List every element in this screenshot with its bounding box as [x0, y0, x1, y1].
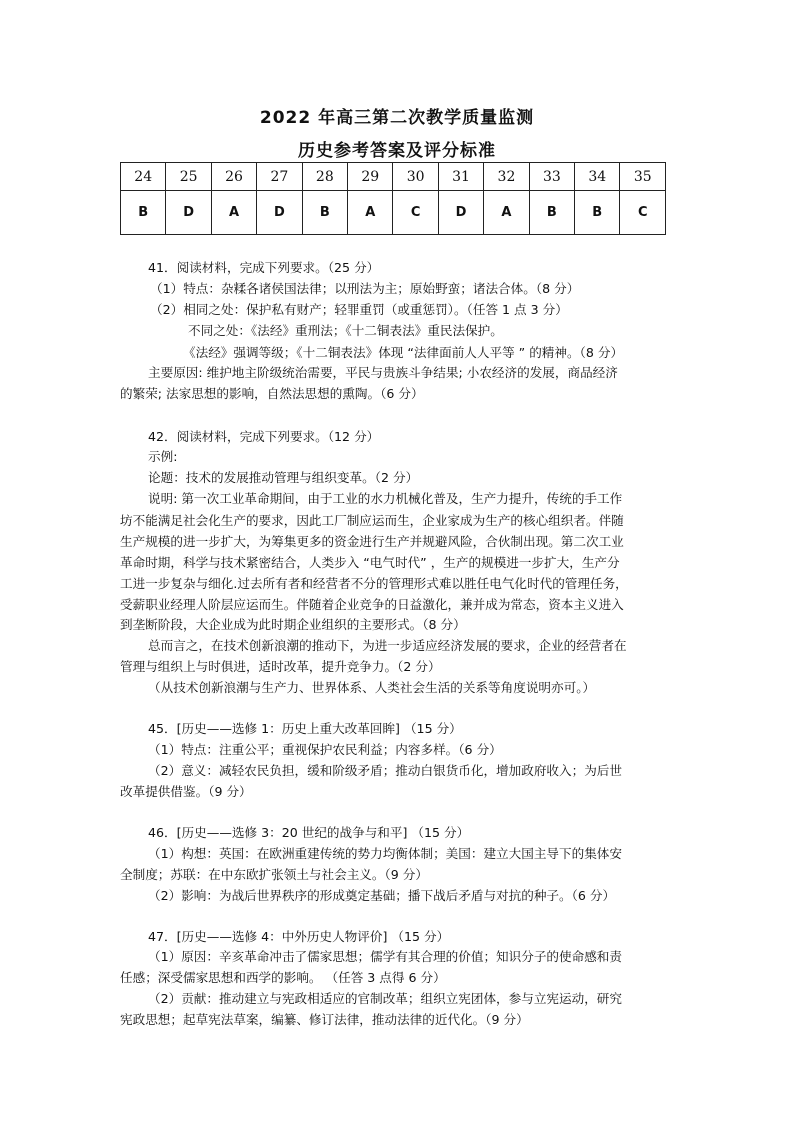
q46-line: （1）构想：英国：在欧洲重建传统的势力均衡体制；美国：建立大国主导下的集体安 [148, 846, 622, 861]
question-number: 31 [438, 163, 483, 191]
q45-line: （1）特点：注重公平；重视保护农民利益；内容多样。（6 分） [148, 742, 502, 757]
question-number: 24 [121, 163, 166, 191]
answer-letter-row [121, 191, 666, 235]
answer-letter: B [529, 191, 574, 235]
q46-heading: 46．[历史——选修 3：20 世纪的战争与和平] （15 分） [148, 825, 470, 840]
q47-line: 任感；深受儒家思想和西学的影响。 （任答 3 点得 6 分） [120, 970, 446, 985]
question-number: 25 [166, 163, 211, 191]
q42-line: 到垄断阶段，大企业成为此时期企业组织的主要形式。（8 分） [120, 617, 466, 632]
q42-line: 示例: [148, 449, 178, 464]
question-number-row [121, 163, 666, 191]
q42-line: 坊不能满足社会化生产的要求，因此工厂制应运而生，企业家成为生产的核心组织者。伴随 [120, 513, 624, 528]
answer-table [120, 162, 666, 235]
q47-line: （2）贡献：推动建立与宪政相适应的官制改革；组织立宪团体，参与立宪运动，研究 [148, 991, 622, 1006]
answer-letter: D [438, 191, 483, 235]
answer-letter: A [211, 191, 256, 235]
q42-line: 管理与组织上与时俱进，适时改革，提升竞争力。（2 分） [120, 659, 441, 674]
question-number: 29 [348, 163, 393, 191]
q42-heading: 42．阅读材料，完成下列要求。（12 分） [148, 429, 380, 444]
q46-line: 全制度；苏联：在中东欧扩张领土与社会主义。（9 分） [120, 867, 428, 882]
answer-letter: B [575, 191, 620, 235]
answer-letter: C [620, 191, 666, 235]
q41-line: 的繁荣; 法家思想的影响，自然法思想的熏陶。（6 分） [120, 386, 424, 401]
q41-heading: 41．阅读材料，完成下列要求。（25 分） [148, 260, 380, 275]
page-title: 2022 年高三第二次教学质量监测 [259, 108, 535, 128]
q41-line: 主要原因: 维护地主阶级统治需要，平民与贵族斗争结果; 小农经济的发展，商品经济 [148, 365, 618, 380]
q47-heading: 47．[历史——选修 4：中外历史人物评价] （15 分） [148, 929, 450, 944]
question-number: 35 [620, 163, 666, 191]
q47-line: （1）原因：辛亥革命冲击了儒家思想；儒学有其合理的价值；知识分子的使命感和责 [148, 949, 622, 964]
q45-line: （2）意义：减轻农民负担，缓和阶级矛盾；推动白银货币化，增加政府收入；为后世 [148, 763, 622, 778]
answer-letter: D [257, 191, 302, 235]
q42-line: （从技术创新浪潮与生产力、世界体系、人类社会生活的关系等角度说明亦可。） [148, 680, 596, 695]
question-number: 28 [302, 163, 347, 191]
q41-line: （1）特点：杂糅各诸侯国法律；以刑法为主；原始野蛮；诸法合体。（8 分） [150, 281, 580, 296]
q41-line: （2）相同之处：保护私有财产；轻罪重罚（或重惩罚）。（任答 1 点 3 分） [150, 302, 568, 317]
q42-line: 受薪职业经理人阶层应运而生。伴随着企业竞争的日益激化，兼并成为常态，资本主义进入 [120, 597, 624, 612]
q42-line: 生产规模的进一步扩大，为筹集更多的资金进行生产并规避风险，合伙制出现。第二次工业 [120, 534, 624, 549]
question-number: 32 [484, 163, 529, 191]
question-number: 33 [529, 163, 574, 191]
q47-line: 宪政思想；起草宪法草案，编纂、修订法律，推动法律的近代化。（9 分） [120, 1012, 529, 1027]
answer-letter: B [302, 191, 347, 235]
q42-line: 论题：技术的发展推动管理与组织变革。（2 分） [148, 470, 419, 485]
q42-line: 工进一步复杂与细化.过去所有者和经营者不分的管理形式难以胜任电气化时代的管理任务， [120, 576, 628, 591]
q42-line: 总而言之，在技术创新浪潮的推动下，为进一步适应经济发展的要求，企业的经营者在 [148, 638, 627, 653]
answer-letter: A [348, 191, 393, 235]
question-number: 34 [575, 163, 620, 191]
q45-line: 改革提供借鉴。（9 分） [120, 784, 252, 799]
answer-letter: D [166, 191, 211, 235]
q41-line: 不同之处：《法经》重刑法；《十二铜表法》重民法保护。 [188, 323, 503, 338]
answer-letter: C [393, 191, 438, 235]
q45-heading: 45．[历史——选修 1：历史上重大改革回眸] （15 分） [148, 721, 462, 736]
question-number: 26 [211, 163, 256, 191]
answer-letter: A [484, 191, 529, 235]
q46-line: （2）影响：为战后世界秩序的形成奠定基础；播下战后矛盾与对抗的种子。（6 分） [148, 888, 616, 903]
answer-letter: B [121, 191, 166, 235]
question-number: 27 [257, 163, 302, 191]
page-subtitle: 历史参考答案及评分标准 [298, 141, 496, 161]
q42-line: 革命时期，科学与技术紧密结合，人类步入 “电气时代” ，生产的规模进一步扩大，生产分 [120, 555, 620, 570]
q41-line: 《法经》强调等级；《十二铜表法》体现 “法律面前人人平等 ” 的精神。（8 分） [183, 345, 624, 360]
question-number: 30 [393, 163, 438, 191]
q42-line: 说明: 第一次工业革命期间，由于工业的水力机械化普及，生产力提升，传统的手工作 [148, 491, 623, 506]
